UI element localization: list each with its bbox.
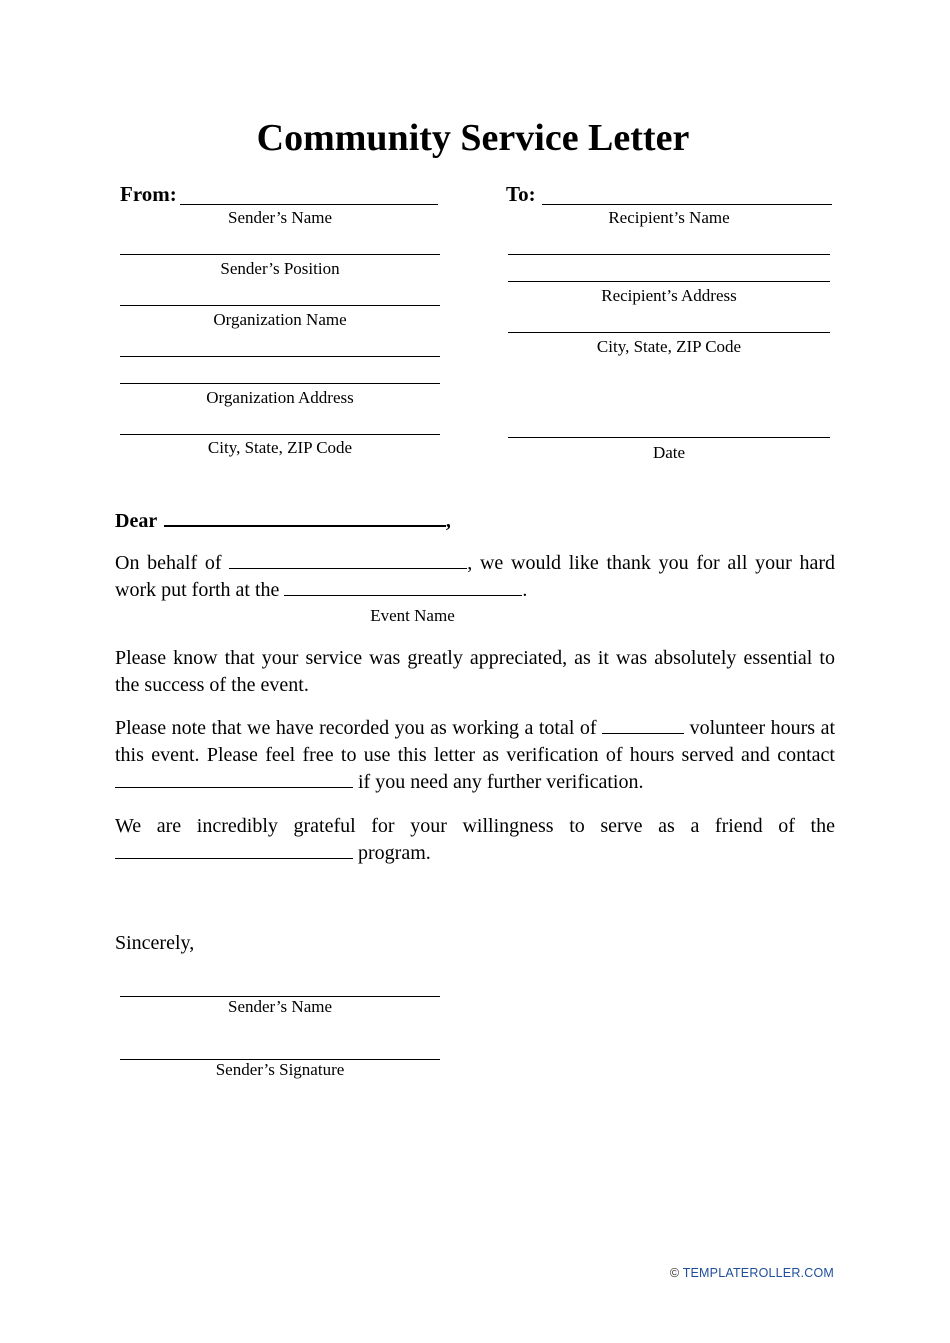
recipient-address-label: Recipient’s Address bbox=[601, 286, 737, 305]
to-label: To: bbox=[506, 182, 536, 206]
p1-text-c: . bbox=[522, 579, 528, 601]
sender-signature-label: Sender’s Signature bbox=[215, 1060, 345, 1079]
organization-address-line-2[interactable] bbox=[120, 383, 440, 384]
from-city-state-zip-label: City, State, ZIP Code bbox=[207, 438, 353, 457]
organization-blank[interactable] bbox=[229, 551, 467, 569]
salutation bbox=[115, 508, 451, 533]
paragraph-4 bbox=[115, 813, 835, 867]
volunteer-hours-blank[interactable] bbox=[602, 716, 684, 734]
footer-brand-link[interactable]: TEMPLATEROLLER.COM bbox=[682, 1266, 834, 1280]
paragraph-3 bbox=[115, 715, 835, 796]
program-blank[interactable] bbox=[115, 841, 353, 859]
organization-name-label: Organization Name bbox=[213, 310, 347, 329]
p3-text-c: if you need any further verification. bbox=[358, 771, 644, 793]
paragraph-1 bbox=[115, 550, 835, 604]
p1-text-a: On behalf of bbox=[115, 552, 222, 574]
p1-text-b: , we would like thank you for all your hard work put forth at the bbox=[115, 552, 836, 601]
p4-text-b: program. bbox=[358, 842, 431, 864]
contact-blank[interactable] bbox=[115, 770, 353, 788]
sender-position-line[interactable] bbox=[120, 254, 440, 255]
to-city-state-zip-label: City, State, ZIP Code bbox=[596, 337, 742, 356]
closing-text: Sincerely, bbox=[115, 932, 195, 954]
from-city-state-zip-line[interactable] bbox=[120, 434, 440, 435]
event-name-blank[interactable] bbox=[284, 578, 522, 596]
recipient-name-line[interactable] bbox=[542, 204, 832, 205]
document-title: Community Service Letter bbox=[256, 117, 690, 159]
salutation-comma: , bbox=[445, 510, 451, 532]
sender-name-line[interactable] bbox=[180, 204, 438, 205]
to-city-state-zip-line[interactable] bbox=[508, 332, 830, 333]
copyright-symbol: © bbox=[669, 1266, 680, 1280]
organization-name-line[interactable] bbox=[120, 305, 440, 306]
footer-credit[interactable] bbox=[670, 1266, 834, 1280]
organization-address-label: Organization Address bbox=[206, 388, 354, 407]
recipient-name-label: Recipient’s Name bbox=[608, 208, 730, 227]
date-line[interactable] bbox=[508, 437, 830, 438]
recipient-address-line-1[interactable] bbox=[508, 254, 830, 255]
date-label: Date bbox=[652, 443, 686, 462]
salutation-label: Dear bbox=[115, 510, 157, 532]
sender-name-label: Sender’s Name bbox=[227, 208, 333, 227]
organization-address-line-1[interactable] bbox=[120, 356, 440, 357]
sender-position-label: Sender’s Position bbox=[220, 259, 340, 278]
p3-text-b: volunteer hours at this event. Please feel free to use this letter as verification of hours served and contact bbox=[115, 717, 836, 766]
from-label: From: bbox=[120, 182, 177, 206]
p4-text-a: We are incredibly grateful for your willingness to serve as a friend of the bbox=[115, 815, 835, 837]
paragraph-2: Please know that your service was greatly appreciated, as it was absolutely essential to the success of the event. bbox=[115, 647, 835, 696]
p3-text-a: Please note that we have recorded you as working a total of bbox=[115, 717, 597, 739]
recipient-name-blank[interactable] bbox=[164, 508, 446, 527]
event-name-label: Event Name bbox=[370, 606, 455, 625]
closing-sender-name-label: Sender’s Name bbox=[227, 997, 333, 1016]
recipient-address-line-2[interactable] bbox=[508, 281, 830, 282]
